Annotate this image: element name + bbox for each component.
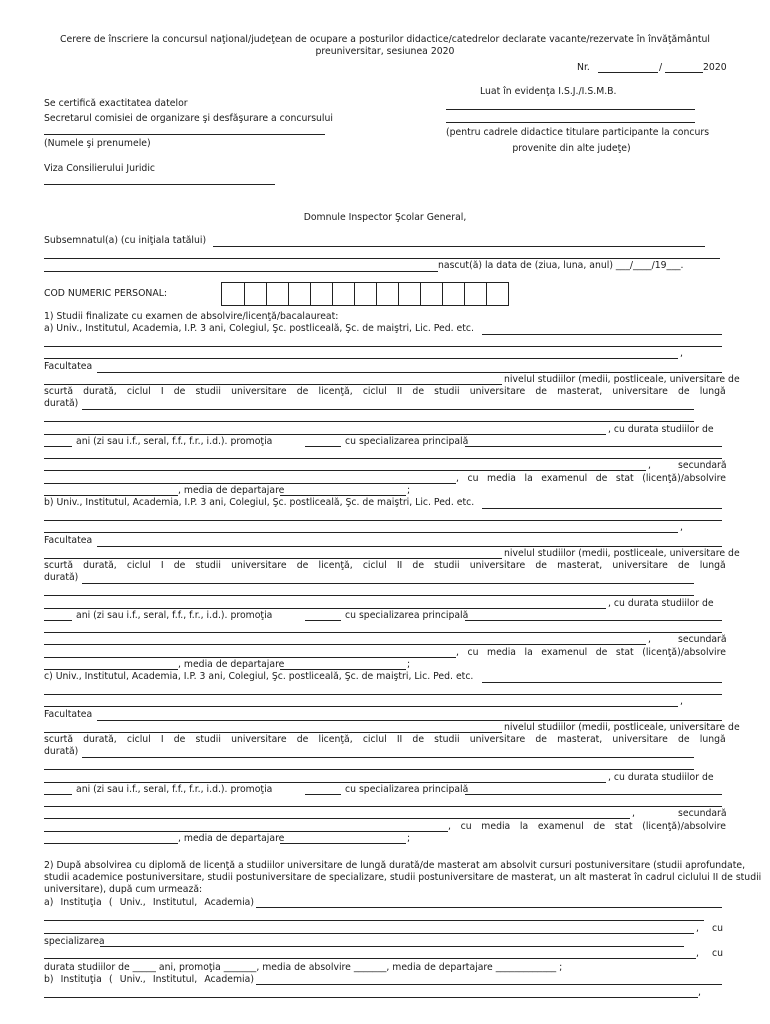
cnp-cell[interactable] — [310, 283, 332, 305]
section2-specializarea-field[interactable] — [100, 946, 684, 947]
secundara-label: secundară — [678, 634, 727, 645]
scurta-durata-line: scurtă durată, ciclul I de studii universitare de licenţă, ciclul II de studii universitare de masterat, universitare de lungă — [44, 734, 726, 745]
comma: , — [680, 348, 683, 359]
section2-a-institution-field[interactable] — [256, 907, 722, 908]
durata-field-3[interactable] — [44, 595, 694, 596]
nr-date-field[interactable] — [665, 72, 703, 73]
comma: , — [696, 948, 699, 959]
cnp-cell[interactable] — [354, 283, 376, 305]
section2-a-field-2[interactable] — [44, 920, 704, 921]
durata-studiilor-label: , cu durata studiilor de — [608, 772, 714, 783]
media-stat-line: , cu media la examenul de stat (licenţă)/absolvire — [456, 647, 726, 658]
subsemnatul-field-3[interactable] — [44, 271, 438, 272]
specializarea-label: cu specializarea principală — [345, 610, 469, 621]
durata-field-2[interactable] — [44, 782, 606, 783]
cnp-cell[interactable] — [244, 283, 266, 305]
cnp-cell[interactable] — [288, 283, 310, 305]
specializarea-field[interactable] — [465, 794, 722, 795]
institution-label: c) Univ., Institutul, Academia, I.P. 3 ani, Colegiul, Şc. postliceală, Şc. de maiştri, Lic. Ped. etc. — [44, 671, 474, 682]
isj-field-2[interactable] — [446, 122, 695, 123]
facultatea-label: Facultatea — [44, 361, 93, 372]
secundara-field[interactable] — [44, 483, 456, 484]
promotia-field[interactable] — [305, 794, 341, 795]
media-stat-field[interactable] — [44, 843, 178, 844]
titulari-note-line1: (pentru cadrele didactice titulare participante la concurs — [446, 127, 710, 138]
cnp-cell[interactable] — [464, 283, 486, 305]
durata-field-3[interactable] — [44, 421, 694, 422]
certif-text: Se certifică exactitatea datelor — [44, 98, 188, 109]
promotia-field[interactable] — [305, 620, 341, 621]
institution-field-2[interactable] — [44, 520, 722, 521]
nr-label: Nr. — [577, 62, 590, 73]
cnp-cell[interactable] — [222, 283, 244, 305]
section2-b-institution-field[interactable] — [256, 984, 722, 985]
durata-label: durată) — [44, 398, 79, 409]
durata-studiilor-label: , cu durata studiilor de — [608, 424, 714, 435]
specializarea-field-2[interactable] — [44, 806, 722, 807]
facultatea-label: Facultatea — [44, 709, 93, 720]
comma: , — [680, 696, 683, 707]
ani-label: ani (zi sau i.f., seral, f.f., f.r., i.d.). promoţia — [76, 610, 273, 621]
specializarea-field-2[interactable] — [44, 632, 722, 633]
studies-block-c — [0, 348, 770, 848]
institution-field[interactable] — [482, 682, 722, 683]
durata-field[interactable] — [82, 757, 694, 758]
facultatea-field-2[interactable] — [44, 732, 502, 733]
studies-block-b — [0, 174, 770, 674]
cnp-cell[interactable] — [442, 283, 464, 305]
viza-label: Viza Consilierului Juridic — [44, 163, 156, 174]
durata-field-2[interactable] — [44, 434, 606, 435]
section2-line3: universitare), după cum urmează: — [44, 884, 203, 895]
specializarea-label: cu specializarea principală — [345, 436, 469, 447]
luat-in-evidenta: Luat în evidenţa I.S.J./I.S.M.B. — [480, 86, 617, 97]
scurta-durata-line: scurtă durată, ciclul I de studii universitare de licenţă, ciclul II de studii universitare de masterat, universitare de lungă — [44, 560, 726, 571]
nivel-label: nivelul studiilor (medii, postliceale, universitare de — [504, 722, 740, 733]
cnp-cell[interactable] — [398, 283, 420, 305]
viza-field[interactable] — [44, 184, 275, 185]
nr-field[interactable] — [598, 72, 658, 73]
facultatea-field[interactable] — [97, 546, 722, 547]
cnp-cell[interactable] — [332, 283, 354, 305]
ani-label: ani (zi sau i.f., seral, f.f., f.r., i.d.). promoţia — [76, 784, 273, 795]
cnp-label: COD NUMERIC PERSONAL: — [44, 288, 168, 299]
semicolon: ; — [407, 659, 411, 670]
durata-label: durată) — [44, 572, 79, 583]
specializarea-label: cu specializarea principală — [345, 784, 469, 795]
comma: , — [632, 808, 635, 819]
scurta-durata-line: scurtă durată, ciclul I de studii universitare de licenţă, ciclul II de studii universitare de masterat, universitare de lungă — [44, 386, 726, 397]
section2-a-institution-label: a) Instituţia ( Univ., Institutul, Academia) — [44, 897, 254, 908]
institution-field-3[interactable] — [44, 358, 678, 359]
departajare-label: , media de departajare — [178, 833, 285, 844]
comma: , — [648, 460, 651, 471]
ani-field[interactable] — [44, 446, 72, 447]
form-title-line2: preuniversitar, sesiunea 2020 — [315, 46, 455, 57]
institution-field-3[interactable] — [44, 532, 678, 533]
durata-field-2[interactable] — [44, 608, 606, 609]
section2-specializarea-field-2[interactable] — [44, 958, 696, 959]
cu-label-2: cu — [712, 948, 724, 959]
cnp-cell[interactable] — [420, 283, 442, 305]
durata-field[interactable] — [82, 583, 694, 584]
isj-field-1[interactable] — [446, 109, 695, 110]
secundara-field[interactable] — [44, 831, 448, 832]
departajare-label: , media de departajare — [178, 485, 285, 496]
institution-field-3[interactable] — [44, 706, 678, 707]
subsemnatul-label: Subsemnatul(a) (cu iniţiala tatălui) — [44, 235, 207, 246]
durata-field-3[interactable] — [44, 769, 694, 770]
comma: , — [680, 522, 683, 533]
titulari-note-line2: provenite din alte judeţe) — [512, 143, 631, 154]
institution-field-2[interactable] — [44, 346, 722, 347]
promotia-field[interactable] — [305, 446, 341, 447]
specializarea-field[interactable] — [465, 620, 722, 621]
facultatea-field[interactable] — [97, 720, 722, 721]
ani-field[interactable] — [44, 620, 72, 621]
institution-field-2[interactable] — [44, 694, 722, 695]
secundara-field[interactable] — [44, 657, 456, 658]
comma: , — [698, 987, 701, 998]
media-stat-field[interactable] — [44, 495, 178, 496]
specializarea-field-2[interactable] — [44, 458, 722, 459]
institution-label: a) Univ., Institutul, Academia, I.P. 3 ani, Colegiul, Şc. postliceală, Şc. de maiştri, Lic. Ped. etc. — [44, 323, 474, 334]
cnp-cell[interactable] — [376, 283, 398, 305]
secundara-label: secundară — [678, 460, 727, 471]
section2-durata-line: durata studiilor de _____ ani, promoţia _______, media de absolvire _______, media de departajare _____________ ; — [44, 962, 563, 973]
facultatea-field[interactable] — [97, 372, 722, 373]
ani-field[interactable] — [44, 794, 72, 795]
secundara-label: secundară — [678, 808, 727, 819]
media-stat-line: , cu media la examenul de stat (licenţă)/absolvire — [448, 821, 726, 832]
nivel-label: nivelul studiilor (medii, postliceale, universitare de — [504, 374, 740, 385]
facultatea-label: Facultatea — [44, 535, 93, 546]
form-title-line1: Cerere de înscriere la concursul naţional/judeţean de ocupare a posturilor didactice/catedrelor declarate vacante/rezervate în învăţământul — [60, 34, 710, 45]
departajare-field[interactable] — [280, 843, 406, 844]
cnp-cell[interactable] — [486, 283, 508, 305]
name-hint: (Numele şi prenumele) — [44, 138, 151, 149]
durata-studiilor-label: , cu durata studiilor de — [608, 598, 714, 609]
facultatea-field-2[interactable] — [44, 384, 502, 385]
facultatea-field-2[interactable] — [44, 558, 502, 559]
departajare-field[interactable] — [280, 669, 406, 670]
institution-label: b) Univ., Institutul, Academia, I.P. 3 ani, Colegiul, Şc. postliceală, Şc. de maiştri, Lic. Ped. etc. — [44, 497, 475, 508]
salutation: Domnule Inspector Şcolar General, — [303, 212, 467, 223]
durata-field[interactable] — [82, 409, 694, 410]
institution-field[interactable] — [482, 334, 722, 335]
institution-field[interactable] — [482, 508, 722, 509]
ani-label: ani (zi sau i.f., seral, f.f., f.r., i.d.). promoţia — [76, 436, 273, 447]
semicolon: ; — [407, 485, 411, 496]
durata-label: durată) — [44, 746, 79, 757]
nascut-text: nascut(ă) la data de (ziua, luna, anul) ___/____/19___. — [438, 260, 684, 271]
section2-b-field-2[interactable] — [44, 997, 698, 998]
comma: , — [696, 923, 699, 934]
section2-line2: studii academice postuniversitare, studii postuniversitare de specializare, studii postuniversitare de masterat, un alt masterat în cadrul ciclului II de studii — [44, 872, 762, 883]
secretar-text: Secretarul comisiei de organizare şi desfăşurare a concursului — [44, 113, 333, 124]
subsemnatul-field-2[interactable] — [44, 258, 720, 259]
subsemnatul-field[interactable] — [213, 246, 705, 247]
departajare-field[interactable] — [280, 495, 406, 496]
media-stat-field[interactable] — [44, 669, 178, 670]
specializarea-field-3[interactable] — [44, 470, 646, 471]
nivel-label: nivelul studiilor (medii, postliceale, universitare de — [504, 548, 740, 559]
secretar-name-field[interactable] — [44, 134, 325, 135]
cu-label: cu — [712, 923, 724, 934]
semicolon: ; — [407, 833, 411, 844]
section2-a-field-3[interactable] — [44, 933, 694, 934]
specializarea-field-3[interactable] — [44, 818, 630, 819]
cnp-grid[interactable] — [221, 282, 509, 306]
cnp-cell[interactable] — [266, 283, 288, 305]
departajare-label: , media de departajare — [178, 659, 285, 670]
section2-line1: 2) După absolvirea cu diplomă de licenţă a studiilor universitare de lungă durată/de masterat am absolvit cursuri postuniversitare (studii aprofundate, — [44, 860, 746, 871]
section2-b-institution-label: b) Instituţia ( Univ., Institutul, Academia) — [44, 974, 254, 985]
nr-year: 2020 — [703, 62, 727, 73]
media-stat-line: , cu media la examenul de stat (licenţă)/absolvire — [456, 473, 726, 484]
comma: , — [648, 634, 651, 645]
section1-heading: 1) Studii finalizate cu examen de absolvire/licenţă/bacalaureat: — [44, 311, 339, 322]
specializarea-field[interactable] — [465, 446, 722, 447]
nr-separator: / — [659, 62, 663, 73]
specializarea-label: specializarea — [44, 936, 105, 947]
specializarea-field-3[interactable] — [44, 644, 646, 645]
